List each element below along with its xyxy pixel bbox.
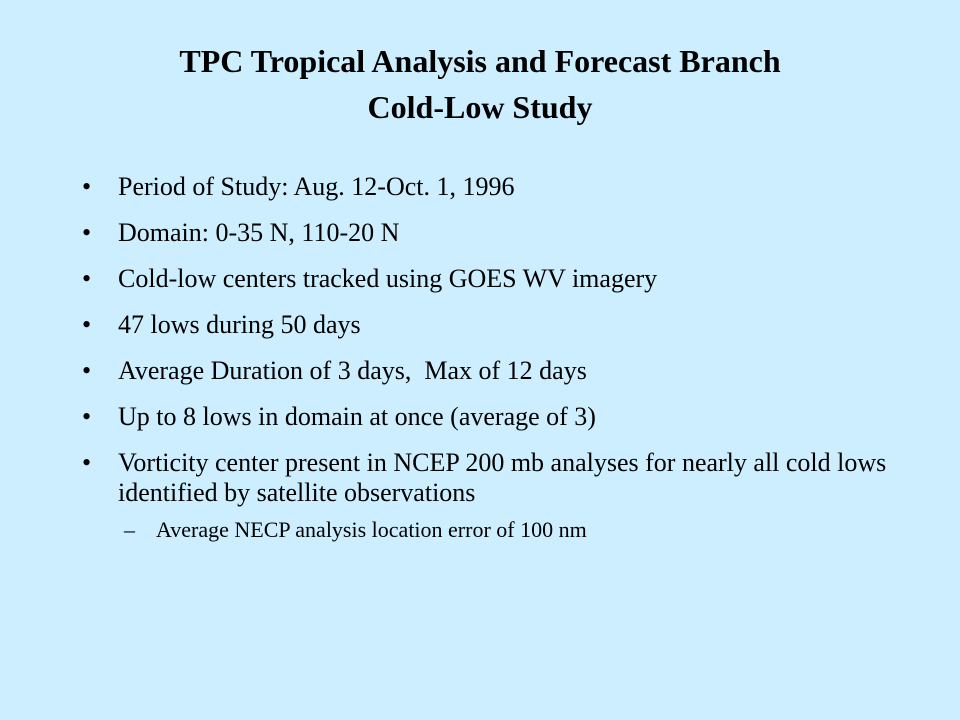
bullet-text: Cold-low centers tracked using GOES WV imagery [118, 264, 658, 293]
list-item [82, 310, 922, 340]
list-item [82, 218, 922, 248]
bullet-icon: • [82, 402, 92, 431]
title-line-1: TPC Tropical Analysis and Forecast Branch [179, 43, 781, 79]
bullet-text: Vorticity center present in NCEP 200 mb analyses for nearly all cold lows identified by satellite observations [118, 448, 887, 507]
dash-icon: – [124, 517, 135, 542]
list-item [82, 402, 922, 432]
bullet-icon: • [82, 356, 92, 385]
bullet-list [82, 172, 922, 550]
bullet-icon: • [82, 264, 92, 293]
bullet-icon: • [82, 218, 92, 247]
bullet-icon: • [82, 448, 92, 477]
sub-bullet-text: Average NECP analysis location error of 100 nm [156, 517, 587, 542]
bullet-text: Domain: 0-35 N, 110-20 N [118, 218, 400, 247]
bullet-text: Average Duration of 3 days, Max of 12 days [118, 356, 587, 385]
list-item [82, 264, 922, 294]
sub-list-item [82, 516, 922, 544]
bullet-text: Up to 8 lows in domain at once (average of 3) [118, 402, 596, 431]
slide-title [0, 38, 960, 130]
bullet-icon: • [82, 172, 92, 201]
list-item [82, 448, 922, 544]
list-item [82, 356, 922, 386]
list-item [82, 172, 922, 202]
title-line-2: Cold-Low Study [367, 89, 593, 125]
bullet-text: Period of Study: Aug. 12-Oct. 1, 1996 [118, 172, 515, 201]
bullet-icon: • [82, 310, 92, 339]
bullet-text: 47 lows during 50 days [118, 310, 361, 339]
